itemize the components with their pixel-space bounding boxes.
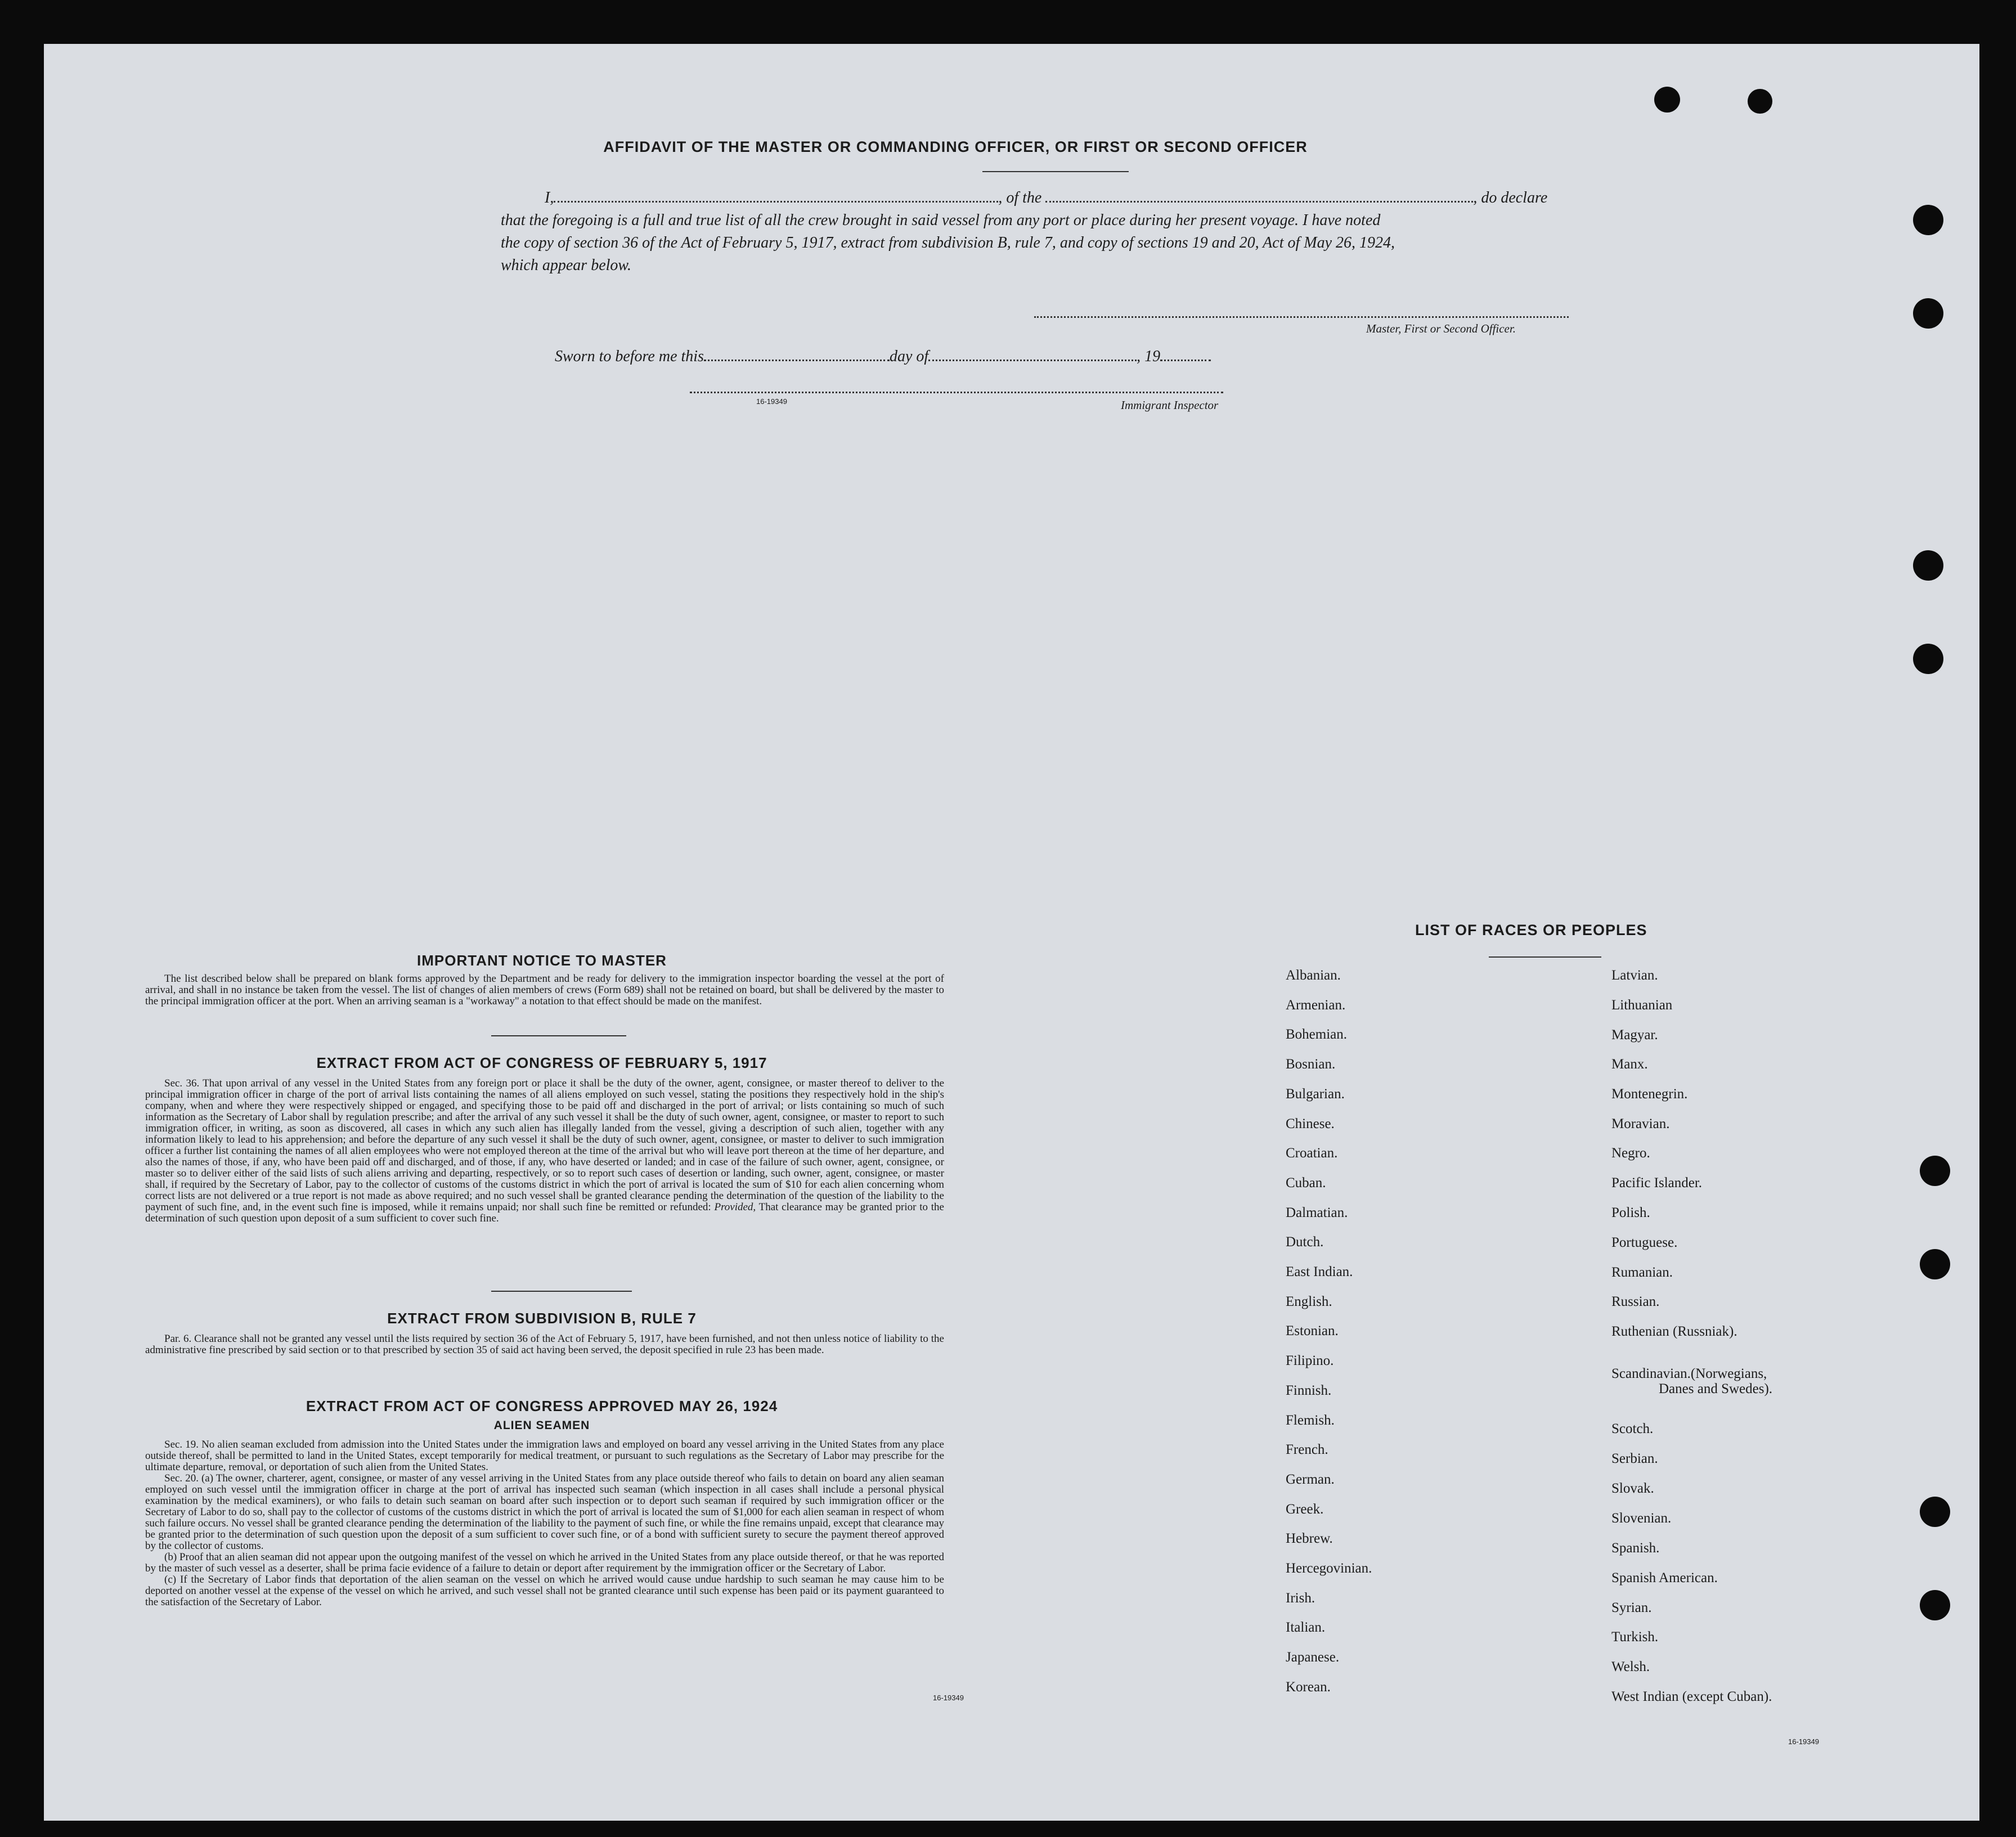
race-item: Ruthenian (Russniak).: [1611, 1324, 1737, 1339]
punch-hole-icon: [1913, 550, 1943, 581]
punch-hole-icon: [1913, 644, 1943, 674]
act1924-sec19: Sec. 19. No alien seaman excluded from admission into the United States under the immigration laws and employed on board any vessel arriving in the United States from any place outside thereof, shall be permitted to land in the United States, except temporarily for medical treatment, or pursuant to such regulations as the Secretary of Labor may prescribe for the ultimate departure, removal, or deportation of such alien from the United States.: [145, 1439, 944, 1473]
race-item: Pacific Islander.: [1611, 1175, 1703, 1191]
race-item: Korean.: [1286, 1679, 1331, 1695]
sworn-year-prefix: , 19: [1137, 348, 1161, 365]
form-number-bottom-left: 16-19349: [933, 1694, 964, 1702]
race-item: Albanian.: [1286, 968, 1341, 983]
act1917-title: EXTRACT FROM ACT OF CONGRESS OF FEBRUARY 5, 1917: [316, 1054, 767, 1071]
race-item: Scandinavian.(Norwegians,: [1611, 1366, 1767, 1381]
declaration-line-2: that the foregoing is a full and true list of all the crew brought in said vessel from any port or place during her present voyage. I have noted: [501, 212, 1381, 229]
punch-hole-icon: [1920, 1497, 1950, 1527]
master-signature-line[interactable]: [1034, 316, 1569, 318]
declaration-i: I,: [545, 189, 554, 206]
act1924-subtitle: ALIEN SEAMEN: [493, 1419, 590, 1432]
punch-hole-icon: [1913, 205, 1943, 235]
act1924-title: EXTRACT FROM ACT OF CONGRESS APPROVED MAY 26, 1924: [306, 1398, 778, 1414]
declaration-line-3: the copy of section 36 of the Act of February 5, 1917, extract from subdivision B, rule 7, and copy of sections 19 and 20, Act of May 26, 1924,: [501, 234, 1395, 251]
sworn-month-blank[interactable]: [928, 360, 1137, 361]
sworn-year-blank[interactable]: [1160, 360, 1211, 361]
inspector-signature-label: Immigrant Inspector: [1121, 398, 1219, 412]
race-item: Filipino.: [1286, 1353, 1334, 1368]
race-item: Moravian.: [1611, 1116, 1670, 1131]
race-item: Russian.: [1611, 1294, 1660, 1309]
act1917-provided: Provided,: [714, 1201, 756, 1213]
act1924-sec20c: (c) If the Secretary of Labor finds that deportation of the alien seaman on the vessel on which he arrived would cause undue hardship to such seaman he may cause him to be deported on another vessel at the expense of the vessel on which he arrived, and such vessel shall not be granted clearance until such expense has been paid or its payment guaranteed to the satisfaction of the Secretary of Labor.: [145, 1574, 944, 1608]
race-item: Finnish.: [1286, 1383, 1332, 1398]
act1924-text: [145, 1439, 944, 1608]
sworn-day-of: day of: [889, 348, 929, 365]
race-item: Serbian.: [1611, 1451, 1658, 1466]
race-item: Greek.: [1286, 1502, 1324, 1517]
form-number-bottom-right: 16-19349: [1788, 1737, 1819, 1746]
divider: [1489, 956, 1601, 958]
declaration-of-the: , of the: [998, 189, 1042, 206]
race-item: Bulgarian.: [1286, 1086, 1345, 1102]
act1924-sec20a: Sec. 20. (a) The owner, charterer, agent, consignee, or master of any vessel arriving in the United States from any place outside thereof who fails to detain on board any alien seaman employed on such vessel until the immigration officer in charge at the port of arrival has inspected such seaman (which inspection in all cases shall include a personal physical examination by the medical examiners), or who fails to detain such seaman on board after such inspection or to deport such seaman if required by such immigration officer or the Secretary of Labor to do so, shall pay to the collector of customs of the customs district in which the port of arrival is located the sum of $1,000 for each alien seaman in respect of whom such failure occurs. No vessel shall be granted clearance pending the determination of the liability to the payment of such fine, or while the fine remains unpaid, except that clearance may be granted prior to the determination of such question upon the deposit of a sum sufficient to cover such fine, or of a bond with sufficient surety to secure the payment thereof approved by the collector of customs.: [145, 1472, 944, 1552]
race-item: Armenian.: [1286, 998, 1346, 1013]
race-item: English.: [1286, 1294, 1332, 1309]
race-item: Slovenian.: [1611, 1511, 1672, 1526]
affidavit-title: AFFIDAVIT OF THE MASTER OR COMMANDING OFFICER, OR FIRST OR SECOND OFFICER: [603, 138, 1308, 155]
race-item: Turkish.: [1611, 1629, 1659, 1645]
race-item: Japanese.: [1286, 1650, 1340, 1665]
race-item: East Indian.: [1286, 1264, 1353, 1279]
act1917-text-end: That clearance may be granted prior to the determination of such question upon deposit of a sum sufficient to cover such fine.: [145, 1201, 944, 1224]
declaration-line-4: which appear below.: [501, 257, 632, 274]
declaration-line-1: [545, 189, 1614, 207]
race-item: Chinese.: [1286, 1116, 1335, 1131]
notice-title: IMPORTANT NOTICE TO MASTER: [417, 952, 667, 969]
inspector-signature-line[interactable]: [690, 392, 1223, 393]
race-item: Negro.: [1611, 1146, 1650, 1161]
race-item: Hebrew.: [1286, 1531, 1333, 1546]
race-item: French.: [1286, 1442, 1328, 1457]
punch-hole-icon: [1920, 1156, 1950, 1186]
race-item: Dalmatian.: [1286, 1205, 1348, 1220]
race-item: Spanish American.: [1611, 1570, 1718, 1586]
race-item: Cuban.: [1286, 1175, 1326, 1191]
document-sheet: [44, 44, 1979, 1821]
declaration-do-declare: , do declare: [1473, 189, 1548, 206]
race-item: Manx.: [1611, 1057, 1648, 1072]
divider: [982, 171, 1129, 172]
form-number-top: 16-19349: [756, 397, 787, 406]
sworn-text: Sworn to before me this: [555, 348, 704, 365]
race-item: Polish.: [1611, 1205, 1650, 1220]
act1917-text: [145, 1078, 944, 1224]
race-item: Scotch.: [1611, 1421, 1654, 1436]
race-item: Syrian.: [1611, 1600, 1652, 1615]
notice-text: The list described below shall be prepared on blank forms approved by the Department and be ready for delivery to the immigration inspector boarding the vessel at the port of arrival, and shall in no instance be taken from the vessel. The list of changes of alien members of crews (Form 689) shall not be retained on board, but shall be delivered by the master to the principal immigration officer at the port. When an arriving seaman is a "workaway" a notation to that effect should be made on the manifest.: [145, 973, 944, 1007]
rule7-text: Par. 6. Clearance shall not be granted any vessel until the lists required by section 36 of the Act of February 5, 1917, have been furnished, and not then unless notice of liability to the administrative fine prescribed by said section or to that prescribed by section 35 of said act having been served, the deposit specified in rule 23 has been made.: [145, 1333, 944, 1356]
rule7-title: EXTRACT FROM SUBDIVISION B, RULE 7: [387, 1310, 697, 1327]
punch-hole-icon: [1654, 87, 1680, 113]
race-item: West Indian (except Cuban).: [1611, 1689, 1772, 1704]
race-item: German.: [1286, 1472, 1335, 1487]
race-item: Bohemian.: [1286, 1027, 1348, 1042]
master-signature-label: Master, First or Second Officer.: [1366, 322, 1516, 335]
race-item: Hercegovinian.: [1286, 1561, 1372, 1576]
races-title: LIST OF RACES OR PEOPLES: [1415, 922, 1647, 938]
race-item: Magyar.: [1611, 1027, 1658, 1043]
vessel-blank[interactable]: [1045, 201, 1473, 203]
act1917-text-start: Sec. 36. That upon arrival of any vessel in the United States from any foreign port or place it shall be the duty of the owner, agent, consignee, or master thereof to deliver to the principal immigration officer in charge of the port of arrival lists containing the names of all aliens employed on such vessel, stating the positions they respectively hold in the ship's company, when and where they were respectively shipped or engaged, and specifying those to be paid off and discharged in the port of arrival; or lists containing so much of such information as the Secretary of Labor shall by regulation prescribe; and after the arrival of any such vessel it shall be the duty of such owner, agent, consignee, or master to report to such immigration officer, in writing, as soon as discovered, all cases in which any such alien has illegally landed from the vessel, giving a description of such alien, together with any information likely to lead to his apprehension; and before the departure of any such vessel it shall be the duty of such owner, agent, consignee, or master to deliver to such immigration officer a further list containing the names of all alien employees who were not employed thereon at the time of the arrival but who will leave port thereon at the time of her departure, and also the names of those, if any, who have been paid off and discharged, and of those, if any, who have deserted or landed; and in case of the failure of such owner, agent, consignee, or master so to deliver either of the said lists of such aliens arriving and departing, respectively, or so to report such cases of desertion or landing, such owner, agent, consignee, or master shall, if required by the Secretary of Labor, pay to the collector of customs of the customs district in which the port of arrival is located the sum of $10 for each alien concerning whom correct lists are not delivered or a true report is not made as above required; and no such vessel shall be granted clearance pending the determination of the question of the liability to the payment of such fine, and, in the event such fine is imposed, while it remains unpaid; nor shall such fine be remitted or refunded:: [145, 1077, 944, 1213]
punch-hole-icon: [1748, 89, 1772, 114]
divider: [491, 1035, 626, 1036]
name-blank[interactable]: [554, 201, 998, 203]
race-item: Flemish.: [1286, 1413, 1335, 1428]
race-item: Irish.: [1286, 1591, 1315, 1606]
race-item: Portuguese.: [1611, 1235, 1678, 1250]
race-item: Latvian.: [1611, 968, 1658, 983]
race-item: Slovak.: [1611, 1481, 1654, 1496]
race-item: Lithuanian: [1611, 998, 1673, 1013]
sworn-line: [555, 348, 1211, 366]
divider: [491, 1291, 632, 1292]
race-item: Spanish.: [1611, 1540, 1660, 1556]
race-item: Montenegrin.: [1611, 1086, 1688, 1102]
punch-hole-icon: [1913, 298, 1943, 329]
race-item: Welsh.: [1611, 1659, 1650, 1674]
race-item: Bosnian.: [1286, 1057, 1336, 1072]
race-item: Rumanian.: [1611, 1265, 1673, 1280]
race-item: Croatian.: [1286, 1146, 1338, 1161]
race-item: Danes and Swedes).: [1659, 1381, 1773, 1396]
sworn-day-blank[interactable]: [704, 360, 890, 361]
race-item: Italian.: [1286, 1620, 1326, 1635]
act1924-sec20b: (b) Proof that an alien seaman did not appear upon the outgoing manifest of the vessel on which he arrived in the United States from any place outside thereof, or that he was reported by the master of such vessel as a deserter, shall be prima facie evidence of a failure to detain or deport after requirement by the immigration officer or the Secretary of Labor.: [145, 1551, 944, 1574]
race-item: Estonian.: [1286, 1323, 1339, 1339]
race-item: Dutch.: [1286, 1234, 1324, 1250]
punch-hole-icon: [1920, 1590, 1950, 1620]
punch-hole-icon: [1920, 1249, 1950, 1279]
